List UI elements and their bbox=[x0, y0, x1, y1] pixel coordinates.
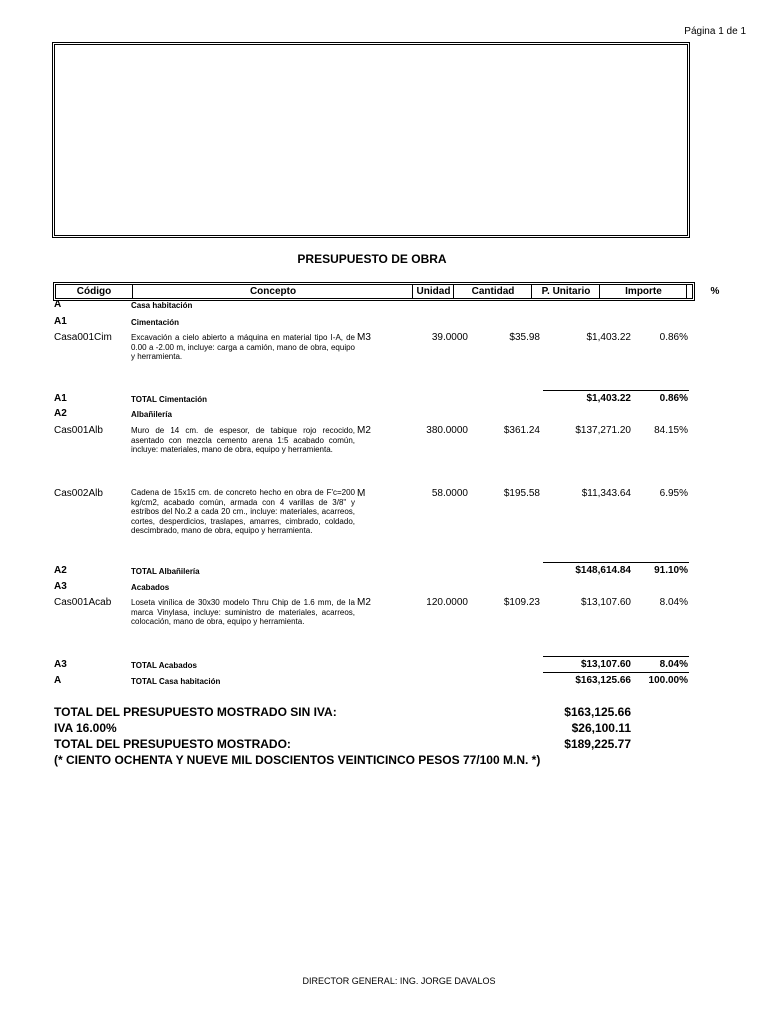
row-concept: Cimentación bbox=[131, 318, 180, 327]
row-percent: 8.04% bbox=[659, 659, 688, 670]
row-code: Casa001Cim bbox=[54, 332, 112, 343]
table-header bbox=[53, 282, 720, 301]
row-code: A2 bbox=[54, 565, 67, 576]
row-amount: $137,271.20 bbox=[575, 425, 631, 436]
row-qty: 58.0000 bbox=[431, 488, 468, 499]
row-amount: $13,107.60 bbox=[580, 597, 631, 608]
row-percent: 0.86% bbox=[659, 393, 688, 404]
subtotal-rule bbox=[543, 656, 689, 657]
row-amount: $1,403.22 bbox=[586, 393, 631, 404]
row-percent: 8.04% bbox=[659, 597, 688, 608]
row-percent: 0.86% bbox=[659, 332, 688, 343]
row-unit: M2 bbox=[357, 425, 371, 436]
iva-label: IVA 16.00% bbox=[54, 721, 117, 735]
subtotal-label: TOTAL DEL PRESUPUESTO MOSTRADO SIN IVA: bbox=[54, 705, 337, 719]
row-code: A3 bbox=[54, 659, 67, 670]
row-code: A2 bbox=[54, 408, 67, 419]
row-concept: Albañilería bbox=[131, 410, 172, 419]
row-concept: TOTAL Albañilería bbox=[131, 567, 200, 576]
row-code: Cas001Acab bbox=[54, 597, 112, 608]
column-header-unidad: Unidad bbox=[412, 285, 454, 298]
row-qty: 39.0000 bbox=[431, 332, 468, 343]
row-concept: Cadena de 15x15 cm. de concreto hecho en obra de F'c=200 kg/cm2, acabado común, armada con 4 varillas de 3/8" y estribos del No.2 a cada 20 cm., incluye: materiales, acarreos, cortes, desperdicios, traslapes, amarres, cimbrado, coldado, descimbrado, mano de obra, equipo y herramienta. bbox=[131, 488, 355, 535]
row-concept: Loseta vinílica de 30x30 modelo Thru Chip de 1.6 mm, de la marca Vinylasa, incluye: suministro de materiales, acarreos, colocación, mano de obra, equipo y herramienta. bbox=[131, 598, 355, 626]
row-price: $195.58 bbox=[503, 488, 540, 499]
row-amount: $13,107.60 bbox=[580, 659, 631, 670]
column-header-porcentaje: % bbox=[686, 285, 743, 298]
total-value: $189,225.77 bbox=[564, 737, 631, 751]
column-header-concepto: Concepto bbox=[132, 285, 413, 298]
column-header-p-unitario: P. Unitario bbox=[531, 285, 600, 298]
row-concept: Excavación a cielo abierto a máquina en material tipo I-A, de 0.00 a -2.00 m, incluye: carga a camión, mano de obra, equipo y herramienta. bbox=[131, 333, 355, 361]
row-concept: TOTAL Acabados bbox=[131, 661, 197, 670]
row-amount: $148,614.84 bbox=[575, 565, 631, 576]
iva-value: $26,100.11 bbox=[571, 721, 631, 735]
row-code: A1 bbox=[54, 316, 67, 327]
total-label: TOTAL DEL PRESUPUESTO MOSTRADO: bbox=[54, 737, 291, 751]
subtotal-rule bbox=[543, 390, 689, 391]
logo-box bbox=[52, 42, 690, 238]
row-unit: M bbox=[357, 488, 366, 499]
row-percent: 6.95% bbox=[659, 488, 688, 499]
row-code: Cas002Alb bbox=[54, 488, 103, 499]
document-title: PRESUPUESTO DE OBRA bbox=[297, 252, 447, 266]
total-in-words: (* CIENTO OCHENTA Y NUEVE MIL DOSCIENTOS VEINTICINCO PESOS 77/100 M.N. *) bbox=[54, 753, 541, 767]
column-header-codigo: Código bbox=[76, 286, 112, 297]
row-price: $361.24 bbox=[503, 425, 540, 436]
row-percent: 91.10% bbox=[654, 565, 688, 576]
row-qty: 380.0000 bbox=[426, 425, 468, 436]
row-concept: Acabados bbox=[131, 583, 170, 592]
row-concept: Muro de 14 cm. de espesor, de tabique rojo recocido, asentado con mezcla cemento arena 1:5 acabado común, incluye: materiales, mano de obra, equipo y herramienta. bbox=[131, 426, 355, 454]
subtotal-value: $163,125.66 bbox=[564, 705, 631, 719]
row-unit: M3 bbox=[357, 332, 371, 343]
row-amount: $163,125.66 bbox=[575, 675, 631, 686]
row-concept: TOTAL Cimentación bbox=[131, 395, 208, 404]
row-amount: $11,343.64 bbox=[581, 488, 631, 499]
row-concept: Casa habitación bbox=[131, 301, 193, 310]
row-qty: 120.0000 bbox=[426, 597, 468, 608]
row-code: A3 bbox=[54, 581, 67, 592]
row-price: $109.23 bbox=[503, 597, 540, 608]
page-number: Página 1 de 1 bbox=[684, 26, 746, 37]
total-rule bbox=[543, 672, 689, 673]
row-amount: $1,403.22 bbox=[586, 332, 631, 343]
row-code: Cas001Alb bbox=[54, 425, 103, 436]
subtotal-rule bbox=[543, 562, 689, 563]
row-price: $35.98 bbox=[509, 332, 540, 343]
row-code: A1 bbox=[54, 393, 67, 404]
footer-signature: DIRECTOR GENERAL: ING. JORGE DAVALOS bbox=[302, 976, 496, 986]
row-percent: 84.15% bbox=[654, 425, 688, 436]
column-header-cantidad: Cantidad bbox=[453, 285, 532, 298]
row-percent: 100.00% bbox=[648, 675, 688, 686]
column-header-importe: Importe bbox=[599, 285, 687, 298]
row-code: A bbox=[54, 299, 62, 310]
row-code: A bbox=[54, 675, 62, 686]
row-unit: M2 bbox=[357, 597, 371, 608]
row-concept: TOTAL Casa habitación bbox=[131, 677, 221, 686]
